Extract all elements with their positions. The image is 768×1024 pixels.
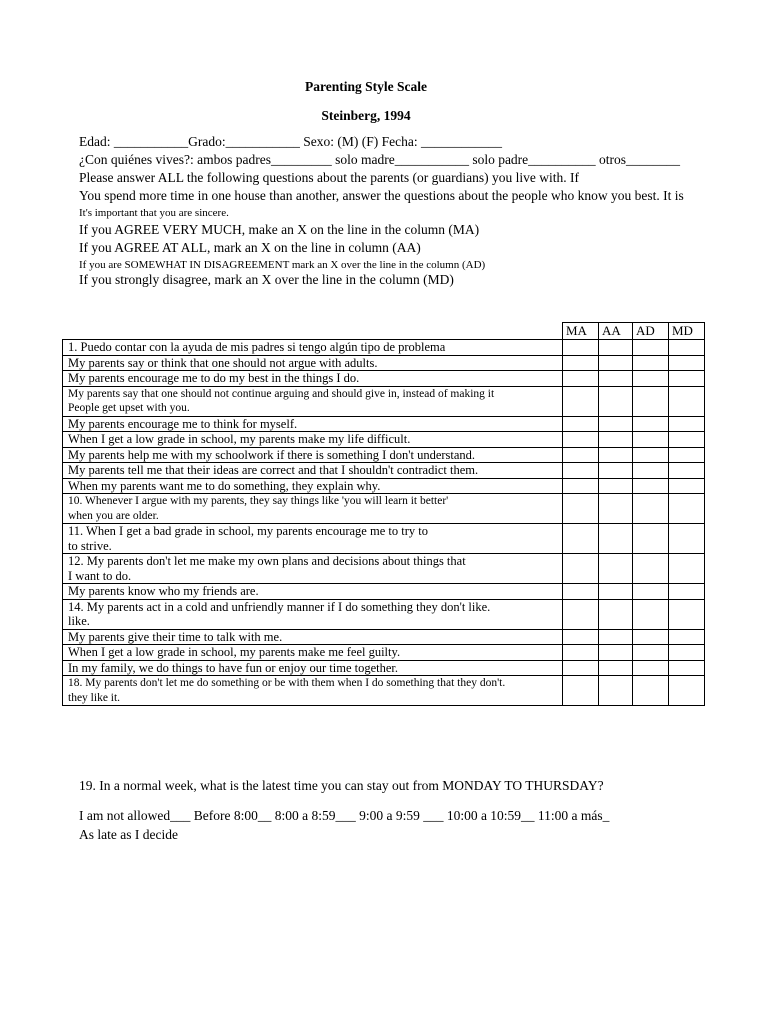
instruction-aa: If you AGREE AT ALL, mark an X on the line in column (AA)	[79, 240, 421, 255]
question-line-1: My parents encourage me to do my best in the things I do.	[68, 371, 360, 385]
answer-cell-ad[interactable]	[633, 660, 669, 676]
answer-cell-ad[interactable]	[633, 584, 669, 600]
answer-cell-ad[interactable]	[633, 432, 669, 448]
answer-cell-aa[interactable]	[599, 629, 633, 645]
answer-cell-md[interactable]	[669, 478, 705, 494]
answer-cell-ma[interactable]	[563, 629, 599, 645]
answer-cell-aa[interactable]	[599, 416, 633, 432]
answer-cell-ma[interactable]	[563, 599, 599, 629]
table-row	[63, 432, 705, 448]
question-line-1: 10. Whenever I argue with my parents, they say things like 'you will learn it better'	[68, 495, 449, 507]
answer-cell-ad[interactable]	[633, 447, 669, 463]
question-line-1: 12. My parents don't let me make my own plans and decisions about things that	[68, 554, 466, 568]
answer-cell-md[interactable]	[669, 554, 705, 584]
answer-cell-aa[interactable]	[599, 494, 633, 524]
answer-cell-ma[interactable]	[563, 554, 599, 584]
answer-cell-ma[interactable]	[563, 355, 599, 371]
answer-cell-md[interactable]	[669, 660, 705, 676]
question-line-1: My parents tell me that their ideas are correct and that I shouldn't contradict them.	[68, 463, 479, 477]
question-text	[63, 494, 563, 524]
question-line-1: 18. My parents don't let me do something or be with them when I do something that they don't.	[68, 677, 506, 689]
question-line-1: My parents know who my friends are.	[68, 584, 259, 598]
question-line-1: My parents say that one should not continue arguing and should give in, instead of making it	[68, 387, 495, 400]
question-19-text: 19. In a normal week, what is the latest time you can stay out from MONDAY TO THURSDAY?	[79, 778, 604, 793]
column-header-ma: MA	[563, 323, 599, 340]
table-row	[63, 676, 705, 706]
answer-cell-ma[interactable]	[563, 416, 599, 432]
question-text	[63, 447, 563, 463]
answer-cell-ma[interactable]	[563, 660, 599, 676]
answer-cell-md[interactable]	[669, 599, 705, 629]
answer-cell-md[interactable]	[669, 629, 705, 645]
instructions-line-3: It's important that you are sincere.	[79, 207, 229, 219]
table-row	[63, 447, 705, 463]
answer-cell-ma[interactable]	[563, 432, 599, 448]
answer-cell-aa[interactable]	[599, 660, 633, 676]
answer-cell-aa[interactable]	[599, 645, 633, 661]
answer-cell-md[interactable]	[669, 416, 705, 432]
answer-cell-md[interactable]	[669, 340, 705, 356]
question-text	[63, 524, 563, 554]
question-text	[63, 660, 563, 676]
answer-cell-ad[interactable]	[633, 645, 669, 661]
answer-cell-aa[interactable]	[599, 340, 633, 356]
table-row	[63, 584, 705, 600]
answer-cell-ma[interactable]	[563, 676, 599, 706]
answer-cell-ad[interactable]	[633, 386, 669, 416]
answer-cell-ma[interactable]	[563, 494, 599, 524]
question-text	[63, 584, 563, 600]
table-row	[63, 554, 705, 584]
page-title: Parenting Style Scale	[305, 79, 427, 94]
answer-cell-md[interactable]	[669, 447, 705, 463]
answer-cell-ad[interactable]	[633, 554, 669, 584]
question-line-1: My parents say or think that one should not argue with adults.	[68, 355, 378, 370]
table-row	[63, 629, 705, 645]
answer-cell-ma[interactable]	[563, 524, 599, 554]
answer-cell-md[interactable]	[669, 371, 705, 387]
answer-cell-md[interactable]	[669, 386, 705, 416]
question-line-1: 14. My parents act in a cold and unfriendly manner if I do something they don't like.	[68, 599, 491, 614]
table-row	[63, 494, 705, 524]
question-line-1: In my family, we do things to have fun or enjoy our time together.	[68, 660, 399, 675]
answer-cell-aa[interactable]	[599, 676, 633, 706]
question-text	[63, 676, 563, 706]
question-line-2: to strive.	[68, 538, 112, 553]
answer-cell-ad[interactable]	[633, 416, 669, 432]
question-line-2: People get upset with you.	[68, 402, 190, 414]
answer-cell-md[interactable]	[669, 645, 705, 661]
question-text	[63, 478, 563, 494]
table-row	[63, 386, 705, 416]
header-blank	[63, 323, 563, 340]
question-19-options-continued: As late as I decide	[79, 827, 178, 842]
table-row	[63, 340, 705, 356]
question-line-1: My parents give their time to talk with me.	[68, 629, 283, 644]
question-line-2: I want to do.	[68, 568, 132, 583]
question-line-1: My parents encourage me to think for myself.	[68, 416, 298, 431]
table-row	[63, 463, 705, 479]
question-line-1: 1. Puedo contar con la ayuda de mis padres si tengo algún tipo de problema	[68, 340, 446, 354]
answer-cell-md[interactable]	[669, 584, 705, 600]
answer-cell-ad[interactable]	[633, 355, 669, 371]
answer-cell-ma[interactable]	[563, 386, 599, 416]
question-text	[63, 355, 563, 371]
answer-cell-ma[interactable]	[563, 340, 599, 356]
question-text	[63, 554, 563, 584]
table-row	[63, 660, 705, 676]
answer-cell-aa[interactable]	[599, 584, 633, 600]
question-line-1: My parents help me with my schoolwork if there is something I don't understand.	[68, 447, 476, 462]
table-row	[63, 371, 705, 387]
question-line-1: When my parents want me to do something, they explain why.	[68, 478, 381, 493]
answer-cell-aa[interactable]	[599, 386, 633, 416]
answer-cell-ad[interactable]	[633, 629, 669, 645]
answer-cell-aa[interactable]	[599, 447, 633, 463]
table-row	[63, 416, 705, 432]
instruction-md: If you strongly disagree, mark an X over the line in the column (MD)	[79, 272, 454, 287]
answer-cell-aa[interactable]	[599, 554, 633, 584]
column-header-ad: AD	[633, 323, 669, 340]
answer-cell-ma[interactable]	[563, 463, 599, 479]
answer-cell-ma[interactable]	[563, 371, 599, 387]
answer-cell-ad[interactable]	[633, 494, 669, 524]
answer-cell-ma[interactable]	[563, 584, 599, 600]
question-19-options: I am not allowed___ Before 8:00__ 8:00 a 8:59___ 9:00 a 9:59 ___ 10:00 a 10:59__ 11:00 a más_	[79, 808, 610, 823]
answer-cell-ad[interactable]	[633, 676, 669, 706]
table-row	[63, 599, 705, 629]
table-row	[63, 355, 705, 371]
answer-cell-ad[interactable]	[633, 340, 669, 356]
answer-cell-aa[interactable]	[599, 355, 633, 371]
question-line-2: like.	[68, 614, 90, 628]
answer-cell-ad[interactable]	[633, 599, 669, 629]
question-line-1: 11. When I get a bad grade in school, my parents encourage me to try to	[68, 524, 428, 538]
table-header-row	[63, 323, 705, 340]
question-text	[63, 386, 563, 416]
question-line-1: When I get a low grade in school, my parents make me feel guilty.	[68, 645, 401, 659]
answer-cell-md[interactable]	[669, 524, 705, 554]
instruction-ad: If you are SOMEWHAT IN DISAGREEMENT mark an X over the line in the column (AD)	[79, 259, 486, 271]
answer-cell-ma[interactable]	[563, 645, 599, 661]
demographics-line: Edad: ___________Grado:___________ Sexo: (M) (F) Fecha: ____________	[79, 134, 502, 149]
question-text	[63, 645, 563, 661]
question-line-1: When I get a low grade in school, my parents make my life difficult.	[68, 432, 411, 446]
answer-cell-aa[interactable]	[599, 371, 633, 387]
question-text	[63, 416, 563, 432]
answer-cell-ad[interactable]	[633, 463, 669, 479]
answer-cell-aa[interactable]	[599, 463, 633, 479]
question-text	[63, 599, 563, 629]
answer-cell-aa[interactable]	[599, 524, 633, 554]
answer-cell-ad[interactable]	[633, 524, 669, 554]
table-row	[63, 645, 705, 661]
table-row	[63, 524, 705, 554]
answer-cell-aa[interactable]	[599, 599, 633, 629]
page-subtitle: Steinberg, 1994	[321, 108, 411, 123]
answer-cell-aa[interactable]	[599, 478, 633, 494]
column-header-aa: AA	[599, 323, 633, 340]
answer-cell-ma[interactable]	[563, 478, 599, 494]
answer-cell-ma[interactable]	[563, 447, 599, 463]
instructions-line-2: You spend more time in one house than another, answer the questions about the people who know you best. It is	[79, 188, 684, 203]
table-row	[63, 478, 705, 494]
instruction-ma: If you AGREE VERY MUCH, make an X on the line in the column (MA)	[79, 222, 480, 237]
response-table	[62, 322, 705, 706]
column-header-md: MD	[669, 323, 705, 340]
answer-cell-md[interactable]	[669, 355, 705, 371]
instructions-line-1: Please answer ALL the following questions about the parents (or guardians) you live with. If	[79, 170, 580, 185]
answer-cell-ad[interactable]	[633, 478, 669, 494]
question-text	[63, 371, 563, 387]
answer-cell-md[interactable]	[669, 432, 705, 448]
question-line-2: when you are older.	[68, 509, 159, 522]
answer-cell-ad[interactable]	[633, 371, 669, 387]
answer-cell-md[interactable]	[669, 676, 705, 706]
question-text	[63, 629, 563, 645]
answer-cell-md[interactable]	[669, 463, 705, 479]
question-text	[63, 463, 563, 479]
living-with-line: ¿Con quiénes vives?: ambos padres_________ solo madre___________ solo padre__________ otros________	[79, 152, 681, 167]
question-text	[63, 432, 563, 448]
question-line-2: they like it.	[68, 691, 121, 704]
answer-cell-md[interactable]	[669, 494, 705, 524]
question-text	[63, 340, 563, 356]
answer-cell-aa[interactable]	[599, 432, 633, 448]
